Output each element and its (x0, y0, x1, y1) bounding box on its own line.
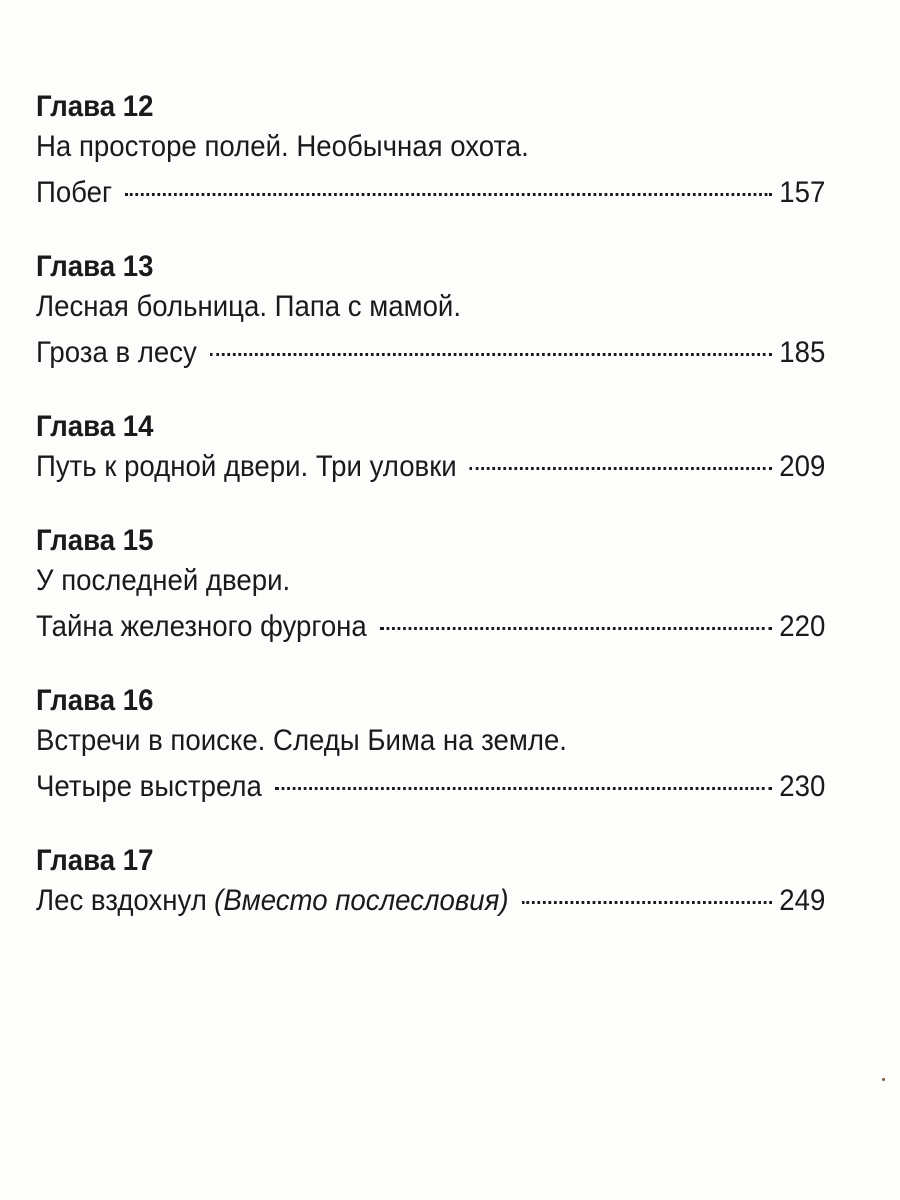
chapter-title: Глава 13 (36, 250, 154, 283)
page-number: 230 (779, 770, 826, 803)
page-number: 209 (779, 450, 826, 483)
chapter-subtitle-line: На просторе полей. Необычная охота. (36, 130, 529, 163)
paper-speck (882, 1078, 885, 1081)
chapter-title: Глава 15 (36, 524, 154, 557)
dot-leader (210, 353, 772, 356)
page-number: 249 (779, 884, 826, 917)
dot-leader (521, 901, 771, 904)
toc-entry[interactable] (36, 608, 825, 654)
chapter-subtitle-line: Встречи в поиске. Следы Бима на земле. (36, 724, 567, 757)
dot-leader (125, 193, 772, 196)
toc-chapter-12 (36, 88, 826, 220)
toc-entry[interactable] (36, 174, 825, 220)
entry-title-italic: (Вместо послесловия) (214, 884, 509, 917)
toc-entry[interactable] (36, 882, 825, 928)
entry-title: Путь к родной двери. Три уловки (36, 450, 457, 483)
toc-entry[interactable] (36, 334, 825, 380)
entry-title: Побег (36, 176, 113, 209)
toc-entry[interactable] (36, 768, 825, 814)
table-of-contents (36, 88, 826, 956)
page-number: 220 (779, 610, 826, 643)
toc-chapter-14 (36, 408, 826, 494)
toc-chapter-13 (36, 248, 826, 380)
chapter-subtitle-line: Лесная больница. Папа с мамой. (36, 290, 462, 323)
entry-title: Гроза в лесу (36, 336, 197, 369)
toc-chapter-16 (36, 682, 826, 814)
chapter-title: Глава 16 (36, 684, 154, 717)
chapter-title: Глава 12 (36, 90, 154, 123)
toc-entry[interactable] (36, 448, 825, 494)
entry-title: Четыре выстрела (36, 770, 262, 803)
toc-chapter-17 (36, 842, 826, 928)
dot-leader (275, 787, 772, 790)
dot-leader (380, 627, 772, 630)
chapter-title: Глава 14 (36, 410, 154, 443)
entry-title: Тайна железного фургона (36, 610, 367, 643)
entry-title: Лес вздохнул (36, 884, 207, 917)
dot-leader (470, 467, 772, 470)
chapter-title: Глава 17 (36, 844, 154, 877)
chapter-subtitle-line: У последней двери. (36, 564, 291, 597)
page-number: 185 (779, 336, 826, 369)
toc-chapter-15 (36, 522, 826, 654)
page-number: 157 (779, 176, 826, 209)
